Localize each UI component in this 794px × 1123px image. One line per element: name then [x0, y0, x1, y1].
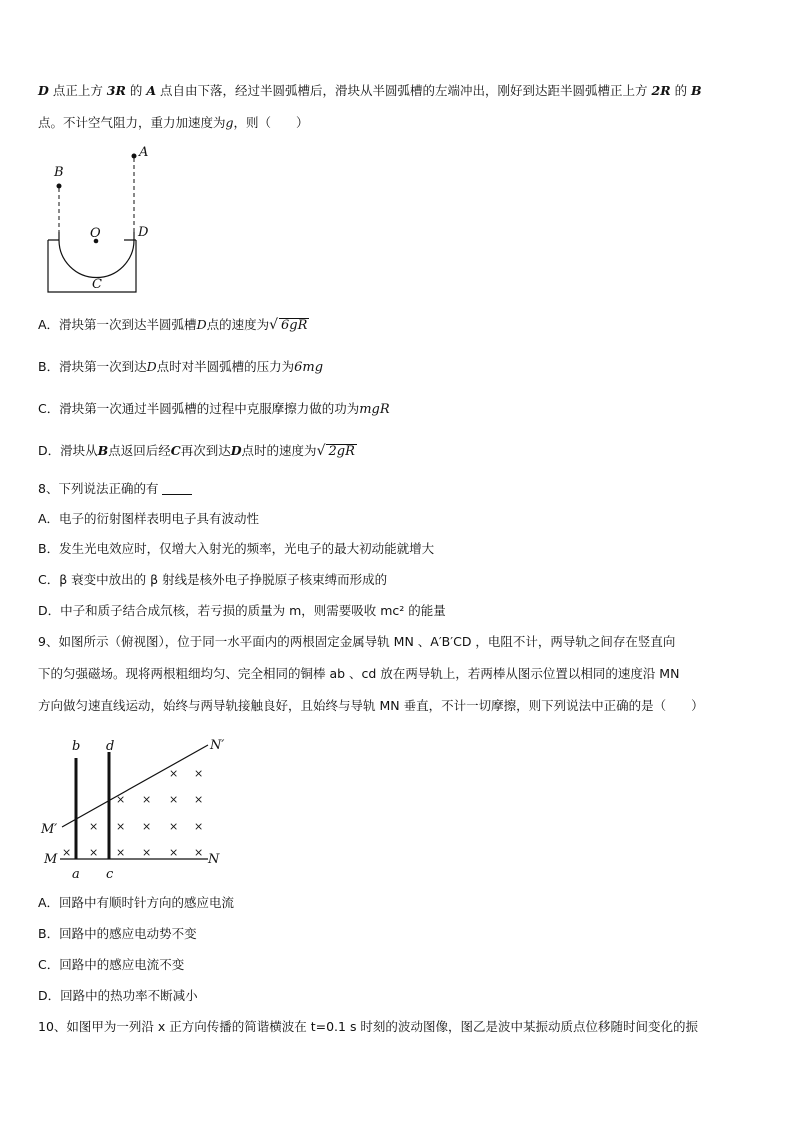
point-b-dot	[57, 184, 62, 189]
opt-text: C．滑块第一次通过半圆弧槽的过程中克服摩擦力做的功为	[38, 401, 360, 416]
rail-mprime-nprime	[62, 745, 208, 827]
q7-stem-line2	[38, 114, 756, 132]
opt-math: 2gR	[328, 444, 355, 459]
label-m-prime: M′	[41, 822, 58, 837]
q7-text: 的	[125, 83, 147, 98]
sqrt-icon: √	[316, 443, 326, 459]
q7-text: 的	[670, 83, 692, 98]
opt-text: 点时的速度为	[241, 443, 317, 458]
opt-text: A．滑块第一次到达半圆弧槽	[38, 317, 197, 332]
q8-option-d: D．中子和质子结合成氘核，若亏损的质量为 m，则需要吸收 mc² 的能量	[38, 603, 446, 618]
q7-option-b	[38, 358, 323, 377]
fig-label-d: D	[138, 225, 149, 240]
label-m: M	[44, 852, 58, 867]
opt-point: B	[97, 443, 109, 458]
point-a-dot	[132, 154, 137, 159]
svg-text:×: ×	[169, 820, 179, 833]
opt-point: C	[170, 443, 181, 458]
q8-stem	[38, 480, 192, 498]
q7-height-2r: 2R	[651, 83, 671, 98]
q9-stem-line3: 方向做匀速直线运动，始终与两导轨接触良好，且始终与导轨 MN 垂直，不计一切摩擦，则下列说法中正确的是（ ）	[38, 698, 704, 713]
label-a: a	[72, 867, 80, 882]
fig-label-c: C	[92, 277, 102, 292]
svg-text:×: ×	[142, 793, 152, 806]
q7-point-b: B	[691, 83, 702, 98]
q9-stem-line1: 9、如图所示（俯视图），位于同一水平面内的两根固定金属导轨 MN 、A′B′CD ，电阻不计，两导轨之间存在竖直向	[38, 634, 676, 649]
sqrt-icon: √	[269, 317, 279, 333]
opt-math: 6gR	[281, 318, 308, 333]
q7-option-c	[38, 400, 390, 419]
q9-option-d: D．回路中的热功率不断减小	[38, 988, 198, 1003]
opt-text: D．滑块从	[38, 443, 98, 458]
q8-option-b: B．发生光电效应时，仅增大入射光的频率，光电子的最大初动能就增大	[38, 541, 435, 556]
opt-text: 点的速度为	[206, 317, 270, 332]
svg-text:×: ×	[194, 846, 204, 859]
opt-point: D	[230, 443, 242, 458]
opt-point: D	[146, 359, 157, 374]
q7-figure	[38, 140, 168, 300]
magnetic-field-crosses	[62, 767, 203, 859]
opt-point: D	[196, 317, 207, 332]
svg-text:×: ×	[116, 820, 126, 833]
label-n-prime: N′	[210, 738, 225, 753]
q9-option-c: C．回路中的感应电流不变	[38, 957, 185, 972]
svg-text:×: ×	[169, 793, 179, 806]
q7-option-d	[38, 442, 357, 460]
q7-height-3r: 3R	[106, 83, 126, 98]
opt-math: mgR	[359, 402, 390, 417]
q8-option-a: A．电子的衍射图样表明电子具有波动性	[38, 511, 260, 526]
opt-text: B．滑块第一次到达	[38, 359, 147, 374]
opt-text: 点返回后经	[108, 443, 171, 458]
q7-text: ，则（ ）	[233, 115, 309, 130]
svg-text:×: ×	[194, 820, 204, 833]
answer-blank	[162, 494, 192, 495]
q9-option-a: A．回路中有顺时针方向的感应电流	[38, 895, 235, 910]
q8-option-c: C．β 衰变中放出的 β 射线是核外电子挣脱原子核束缚而形成的	[38, 572, 388, 587]
svg-text:×: ×	[169, 767, 179, 780]
fig-label-o: O	[90, 226, 101, 241]
q7-g: g	[225, 115, 234, 130]
label-c: c	[106, 867, 114, 882]
fig-label-a: A	[139, 145, 149, 160]
q7-option-a	[38, 316, 309, 334]
q7-text: 点自由下落，经过半圆弧槽后，滑块从半圆弧槽的左端冲出，刚好到达距半圆弧槽正上方	[156, 83, 652, 98]
label-n: N	[208, 852, 220, 867]
opt-text: 再次到达	[180, 443, 231, 458]
svg-text:×: ×	[89, 846, 99, 859]
opt-math: 6mg	[294, 360, 324, 375]
svg-text:×: ×	[116, 793, 126, 806]
q7-text: 点。不计空气阻力，重力加速度为	[38, 115, 226, 130]
svg-text:×: ×	[142, 820, 152, 833]
svg-text:×: ×	[89, 820, 99, 833]
label-d: d	[106, 739, 115, 754]
svg-text:×: ×	[142, 846, 152, 859]
q7-point-d: D	[38, 83, 49, 98]
q7-stem-line1	[38, 82, 756, 100]
svg-text:×: ×	[62, 846, 72, 859]
opt-text: 点时对半圆弧槽的压力为	[156, 359, 295, 374]
label-b: b	[72, 739, 81, 754]
q9-figure	[38, 732, 238, 882]
svg-text:×: ×	[169, 846, 179, 859]
q10-stem-line1: 10、如图甲为一列沿 x 正方向传播的简谐横波在 t=0.1 s 时刻的波动图像，图乙是波中某振动质点位移随时间变化的振	[38, 1019, 698, 1034]
q9-option-b: B．回路中的感应电动势不变	[38, 926, 197, 941]
q9-stem-line2: 下的匀强磁场。现将两根粗细均匀、完全相同的铜棒 ab 、cd 放在两导轨上，若两棒从图示位置以相同的速度沿 MN	[38, 666, 680, 681]
svg-text:×: ×	[194, 767, 204, 780]
q7-text: 点正上方	[48, 83, 107, 98]
fig-label-b: B	[54, 165, 64, 180]
svg-text:×: ×	[116, 846, 126, 859]
q8-stem-text: 8、下列说法正确的有	[38, 481, 159, 496]
q7-point-a: A	[146, 83, 157, 98]
svg-text:×: ×	[194, 793, 204, 806]
